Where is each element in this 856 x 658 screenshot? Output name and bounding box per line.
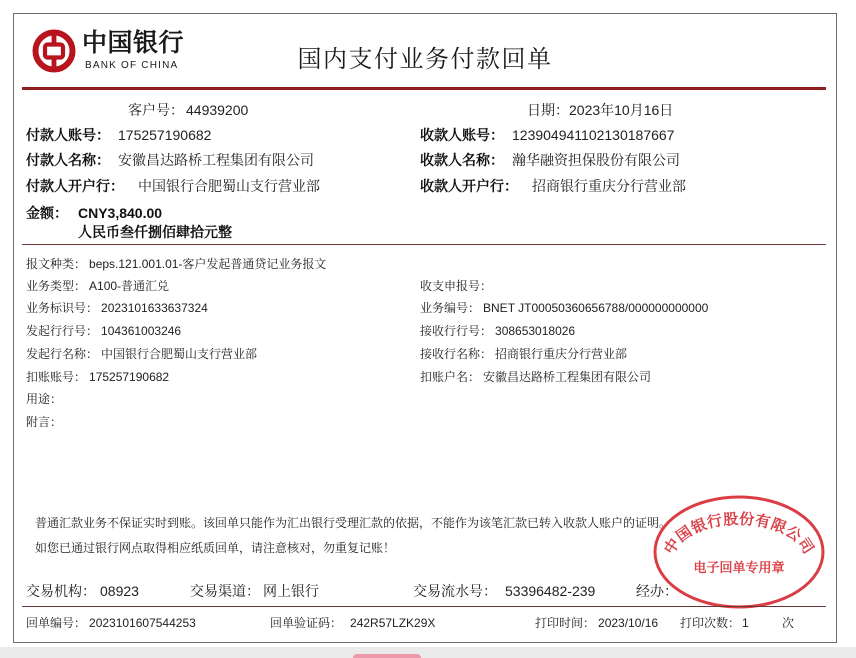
date-label: 日期：: [527, 102, 569, 118]
verification-code-label: 回单验证码：: [270, 616, 343, 630]
transaction-serial-label: 交易流水号：: [413, 583, 497, 599]
receipt-no-field: [26, 615, 196, 631]
handler-label: 经办：: [636, 583, 678, 599]
payer-bank-value: 中国银行合肥蜀山支行营业部: [138, 178, 320, 194]
customer-no-value: 44939200: [186, 102, 249, 118]
receiver-bank-name-field: [420, 346, 627, 362]
debit-account-name-value: 安徽昌达路桥工程集团有限公司: [483, 370, 652, 384]
sender-bank-no-field: [26, 323, 181, 339]
print-count-value: 1: [742, 616, 749, 630]
page-title: 国内支付业务付款回单: [297, 47, 553, 73]
print-count-unit: 次: [782, 616, 795, 630]
declaration-no-label: 收支申报号：: [420, 279, 493, 293]
business-type-label: 业务类型：: [26, 279, 87, 293]
message-type-value: beps.121.001.01-客户发起普通贷记业务报文: [89, 257, 327, 271]
debit-account-label: 扣账账号：: [26, 370, 87, 384]
receiver-bank-name-value: 招商银行重庆分行营业部: [495, 347, 628, 361]
print-time-label: 打印时间：: [535, 616, 596, 630]
amount-in-words: 人民币叁仟捌佰肆拾元整: [78, 224, 232, 240]
message-type-field: [26, 256, 326, 272]
transaction-channel-label: 交易渠道：: [190, 583, 260, 599]
official-seal-stamp: [652, 494, 826, 610]
print-count-label: 打印次数：: [680, 616, 741, 630]
payee-account-value: 123904941102130187667: [512, 127, 675, 143]
payee-bank-field: [420, 177, 686, 195]
amount-label: 金额：: [26, 205, 68, 221]
bottom-toolbar-strip: [0, 647, 856, 658]
payee-name-field: [420, 151, 680, 169]
customer-no-label: 客户号：: [128, 102, 184, 118]
transaction-channel-value: 网上银行: [263, 583, 319, 599]
remark-label: 附言：: [26, 415, 63, 429]
transaction-divider: [22, 606, 826, 607]
verification-code-field: [270, 615, 435, 631]
business-id-field: [26, 300, 208, 316]
transaction-institution-label: 交易机构：: [26, 583, 96, 599]
payee-account-label: 收款人账号：: [420, 127, 504, 143]
bank-name-english: BANK OF CHINA: [85, 60, 179, 71]
payee-name-value: 瀚华融资担保股份有限公司: [512, 152, 680, 168]
stamp-ring: [655, 497, 823, 607]
debit-account-value: 175257190682: [89, 370, 170, 384]
message-type-label: 报文种类：: [26, 257, 87, 271]
bottom-action-button[interactable]: [353, 654, 421, 658]
sender-bank-no-value: 104361003246: [101, 324, 182, 338]
customer-no-field: [128, 101, 248, 119]
receipt-no-value: 2023101607544253: [89, 616, 196, 630]
payee-bank-label: 收款人开户行：: [420, 178, 518, 194]
payee-name-label: 收款人名称：: [420, 152, 504, 168]
transaction-institution-field: [26, 582, 139, 600]
print-time-field: [535, 615, 658, 631]
print-count-field: [680, 615, 749, 631]
transaction-institution-value: 08923: [100, 583, 139, 599]
receipt-no-label: 回单编号：: [26, 616, 87, 630]
receiver-bank-no-value: 308653018026: [495, 324, 576, 338]
print-time-value: 2023/10/16: [598, 616, 659, 630]
header-divider: [22, 87, 826, 90]
payer-account-value: 175257190682: [118, 127, 212, 143]
business-no-value: BNET JT00050360656788/000000000000: [483, 301, 709, 315]
sender-bank-name-value: 中国银行合肥蜀山支行营业部: [101, 347, 258, 361]
verification-code-value: 242R57LZK29X: [350, 616, 436, 630]
receiver-bank-no-label: 接收行行号：: [420, 324, 493, 338]
transaction-channel-field: [190, 582, 319, 600]
payee-bank-value: 招商银行重庆分行营业部: [532, 178, 686, 194]
payer-account-field: [26, 126, 211, 144]
debit-account-field: [26, 369, 169, 385]
business-type-field: [26, 278, 169, 294]
amount-field: [26, 204, 162, 222]
payer-bank-label: 付款人开户行：: [26, 178, 124, 194]
sender-bank-no-label: 发起行行号：: [26, 324, 99, 338]
debit-account-name-label: 扣账户名：: [420, 370, 481, 384]
amount-divider: [22, 244, 826, 245]
stamp-ring-text: [661, 510, 818, 558]
date-field: [527, 101, 673, 119]
debit-account-name-field: [420, 369, 651, 385]
date-value: 2023年10月16日: [569, 102, 674, 118]
stamp-center-text: 电子回单专用章: [693, 560, 785, 575]
notice-line-2: 如您已通过银行网点取得相应纸质回单，请注意核对，勿重复记账！: [35, 541, 396, 555]
payee-account-field: [420, 126, 674, 144]
sender-bank-name-label: 发起行名称：: [26, 347, 99, 361]
amount-figure: CNY3,840.00: [78, 205, 163, 221]
transaction-serial-field: [413, 582, 595, 600]
business-id-value: 2023101633637324: [101, 301, 208, 315]
transaction-serial-value: 53396482-239: [505, 583, 596, 599]
payer-name-value: 安徽昌达路桥工程集团有限公司: [118, 152, 314, 168]
business-type-value: A100-普通汇兑: [89, 279, 170, 293]
sender-bank-name-field: [26, 346, 257, 362]
notice-line-1: 普通汇款业务不保证实时到账。该回单只能作为汇出银行受理汇款的依据，不能作为该笔汇款已转入收款人账户的证明。: [35, 516, 672, 530]
payer-name-field: [26, 151, 314, 169]
bank-name-chinese: 中国银行: [82, 30, 185, 57]
payer-account-label: 付款人账号：: [26, 127, 110, 143]
business-no-field: [420, 300, 708, 316]
stamp-ring-textpath: 中国银行股份有限公司: [661, 511, 817, 558]
payer-name-label: 付款人名称：: [26, 152, 110, 168]
receiver-bank-no-field: [420, 323, 575, 339]
business-id-label: 业务标识号：: [26, 301, 99, 315]
purpose-label: 用途：: [26, 392, 63, 406]
business-no-label: 业务编号：: [420, 301, 481, 315]
receiver-bank-name-label: 接收行名称：: [420, 347, 493, 361]
payer-bank-field: [26, 177, 320, 195]
